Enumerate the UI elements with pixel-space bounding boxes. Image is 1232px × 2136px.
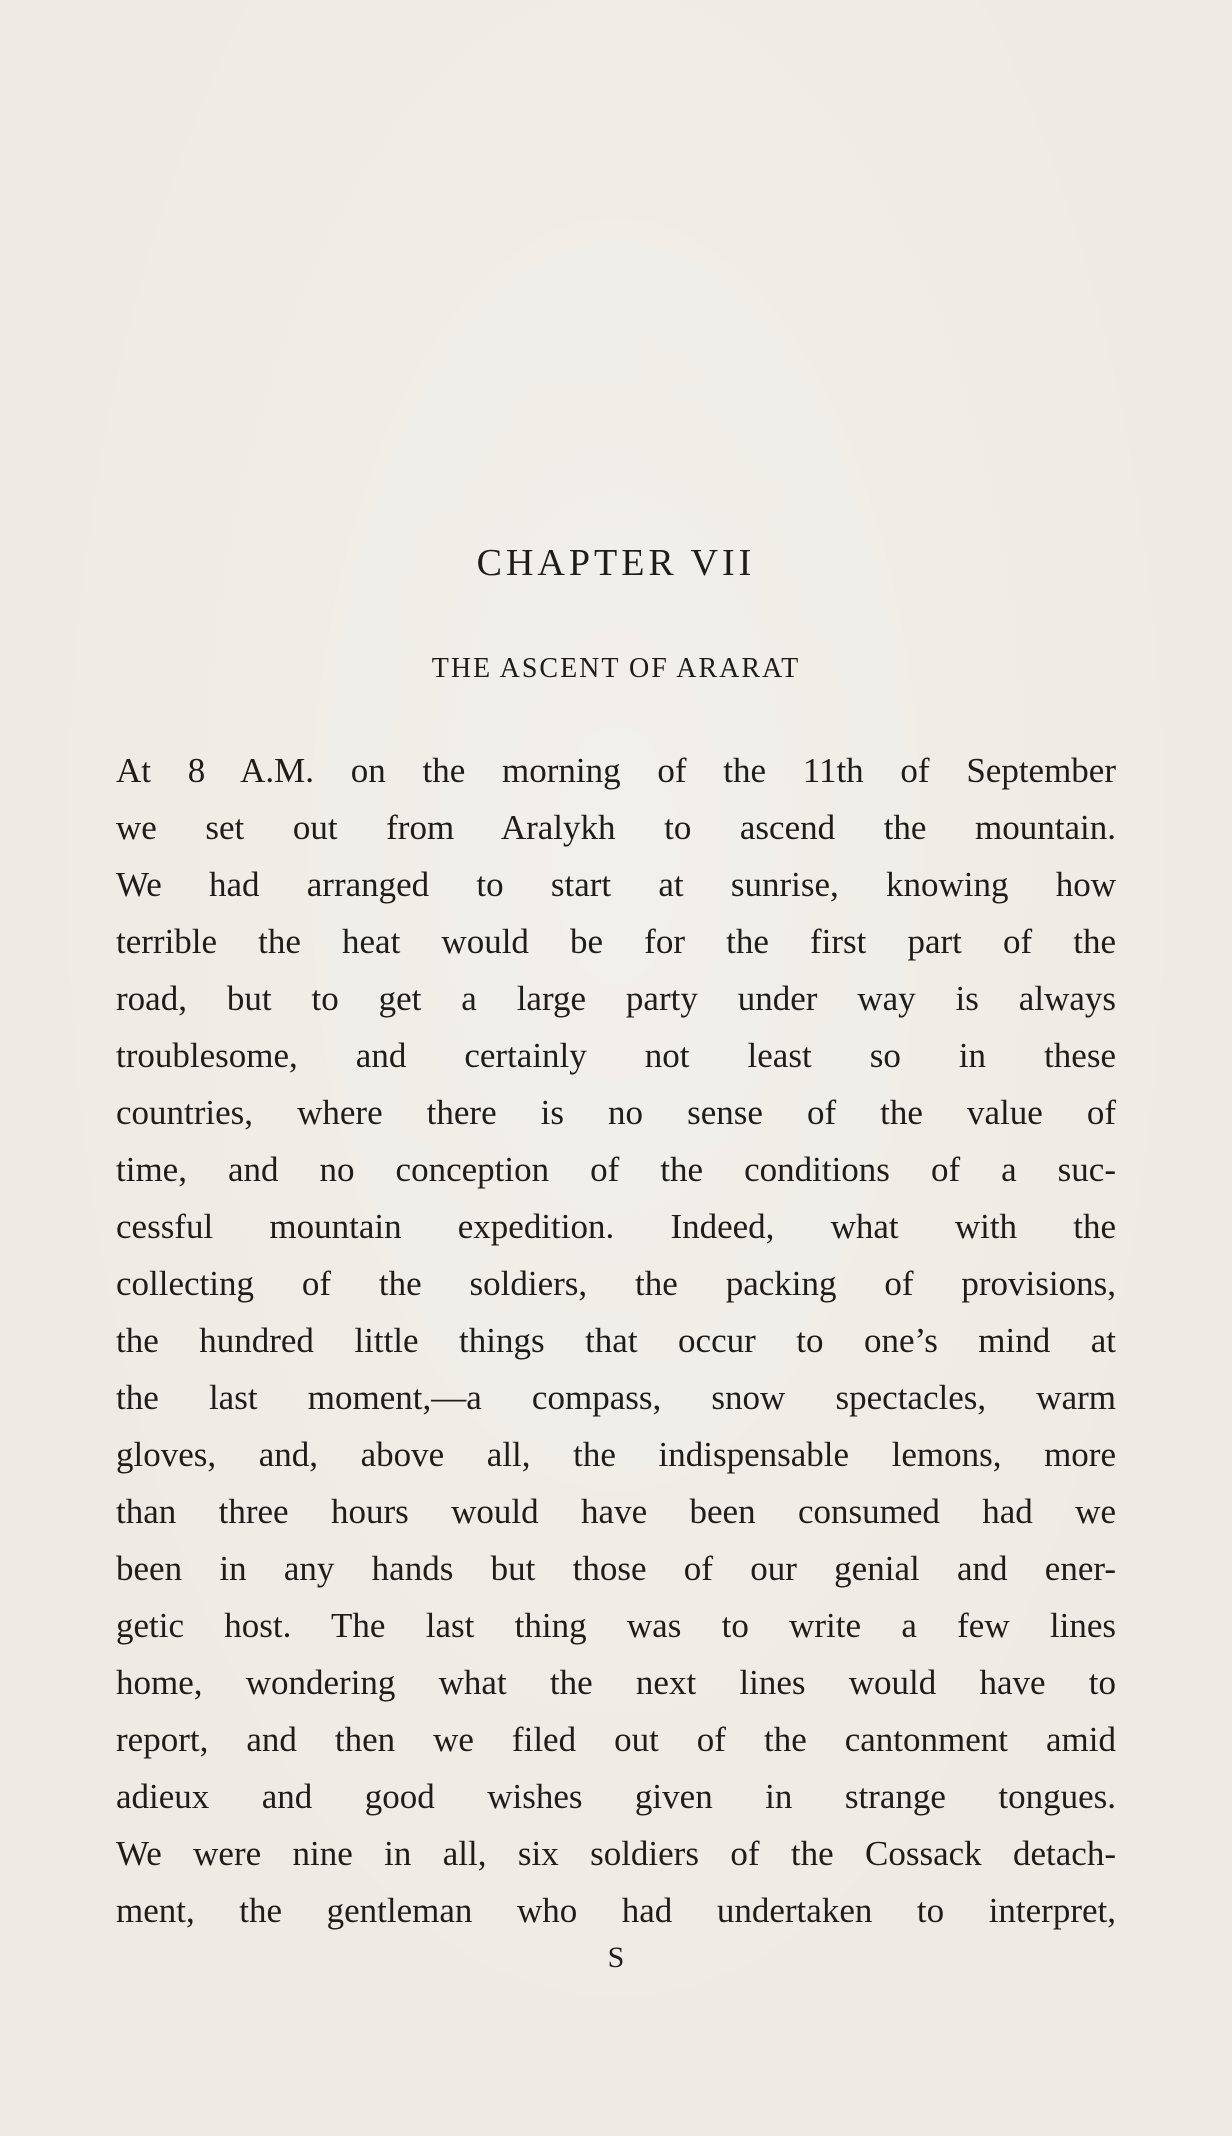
text-line: countries, where there is no sense of the value of	[116, 1093, 1116, 1132]
signature-mark: S	[607, 1941, 625, 1974]
text-line: report, and then we filed out of the cantonment amid	[116, 1720, 1116, 1759]
body-text	[116, 742, 1116, 1939]
text-line: than three hours would have been consumed had we	[116, 1492, 1116, 1531]
text-line: cessful mountain expedition. Indeed, what with the	[116, 1207, 1116, 1246]
text-line: road, but to get a large party under way is always	[116, 979, 1116, 1018]
chapter-subtitle: THE ASCENT OF ARARAT	[431, 653, 801, 684]
text-line: the last moment,—a compass, snow spectacles, warm	[116, 1378, 1116, 1417]
text-line: gloves, and, above all, the indispensable lemons, more	[116, 1435, 1116, 1474]
text-line: troublesome, and certainly not least so in these	[116, 1036, 1116, 1075]
text-line: getic host. The last thing was to write a few lines	[116, 1606, 1116, 1645]
text-line: time, and no conception of the conditions of a suc-	[116, 1150, 1116, 1189]
text-line: ment, the gentleman who had undertaken to interpret,	[116, 1891, 1116, 1930]
text-line: been in any hands but those of our genial and ener-	[116, 1549, 1116, 1588]
text-line: terrible the heat would be for the first part of the	[116, 922, 1116, 961]
text-line: At 8 A.M. on the morning of the 11th of September	[116, 751, 1116, 790]
text-line: adieux and good wishes given in strange tongues.	[116, 1777, 1116, 1816]
text-line: We were nine in all, six soldiers of the Cossack detach-	[116, 1834, 1116, 1873]
text-line: we set out from Aralykh to ascend the mountain.	[116, 808, 1116, 847]
text-line: We had arranged to start at sunrise, knowing how	[116, 865, 1116, 904]
chapter-title: CHAPTER VII	[476, 542, 756, 584]
text-line: the hundred little things that occur to one’s mind at	[116, 1321, 1116, 1360]
text-line: home, wondering what the next lines would have to	[116, 1663, 1116, 1702]
text-line: collecting of the soldiers, the packing of provisions,	[116, 1264, 1116, 1303]
